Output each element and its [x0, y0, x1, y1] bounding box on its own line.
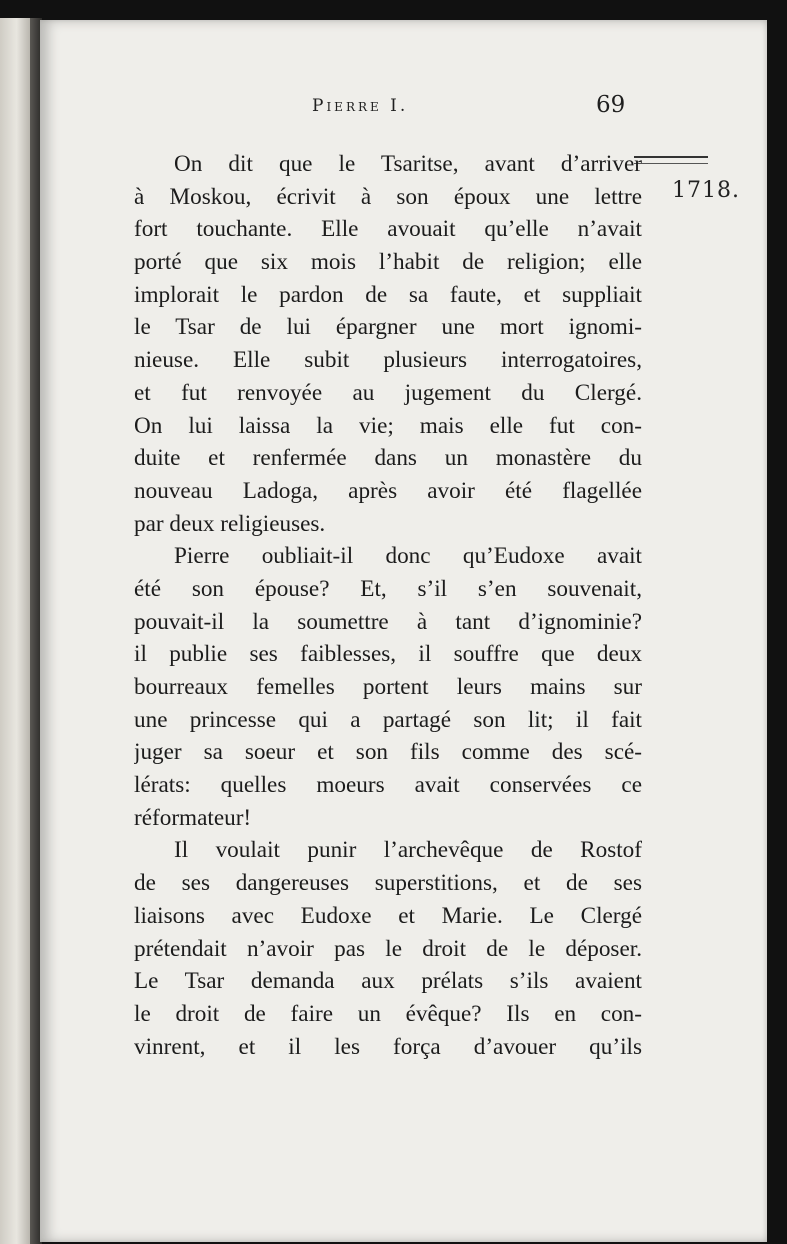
text-line: le Tsar de lui épargner une mort ignomi- [134, 314, 642, 341]
page-header [0, 92, 787, 126]
text-line: implorait le pardon de sa faute, et suppliait [134, 281, 642, 308]
text-line: nouveau Ladoga, après avoir été flagellée [134, 477, 642, 504]
text-line: On dit que le Tsaritse, avant d’arriver [174, 151, 642, 177]
text-line: vinrent, et il les força d’avouer qu’ils [134, 1033, 642, 1060]
page-number: 69 [596, 92, 626, 118]
running-head: Pierre I. [312, 96, 409, 116]
text-line: une princesse qui a partagé son lit; il fait [134, 706, 642, 733]
text-line: liaisons avec Eudoxe et Marie. Le Clergé [134, 902, 642, 929]
text-line: par deux religieuses. [134, 510, 326, 537]
text-line: lérats: quelles moeurs avait conservées ce [134, 772, 642, 799]
text-line: duite et renfermée dans un monastère du [134, 445, 642, 472]
text-line: nieuse. Elle subit plusieurs interrogatoires, [134, 347, 642, 374]
text-line: prétendait n’avoir pas le droit de le déposer. [134, 935, 642, 962]
margin-rule [634, 156, 708, 164]
body-text [134, 148, 642, 1063]
margin-year-note: 1718. [672, 178, 740, 203]
text-line: à Moskou, écrivit à son époux une lettre [134, 183, 642, 210]
text-line: il publie ses faiblesses, il souffre que deux [134, 641, 642, 668]
text-line: le droit de faire un évêque? Ils en con- [134, 1000, 642, 1027]
text-line: bourreaux femelles portent leurs mains sur [134, 674, 642, 700]
text-line: Il voulait punir l’archevêque de Rostof [174, 837, 642, 864]
text-line: Pierre oubliait-il donc qu’Eudoxe avait [174, 543, 642, 570]
text-line: On lui laissa la vie; mais elle fut con- [134, 412, 642, 439]
text-line: juger sa soeur et son fils comme des scé- [134, 739, 642, 766]
text-line: Le Tsar demanda aux prélats s’ils avaient [134, 968, 642, 995]
text-line: porté que six mois l’habit de religion; elle [134, 249, 642, 276]
text-line: de ses dangereuses superstitions, et de ses [134, 870, 642, 897]
text-line: pouvait-il la soumettre à tant d’ignominie? [134, 608, 642, 635]
text-line: réformateur! [134, 804, 252, 831]
text-line: et fut renvoyée au jugement du Clergé. [134, 379, 642, 406]
text-line: été son épouse? Et, s’il s’en souvenait, [134, 575, 642, 602]
text-line: fort touchante. Elle avouait qu’elle n’avait [134, 216, 642, 243]
previous-page-edge [0, 18, 30, 1244]
